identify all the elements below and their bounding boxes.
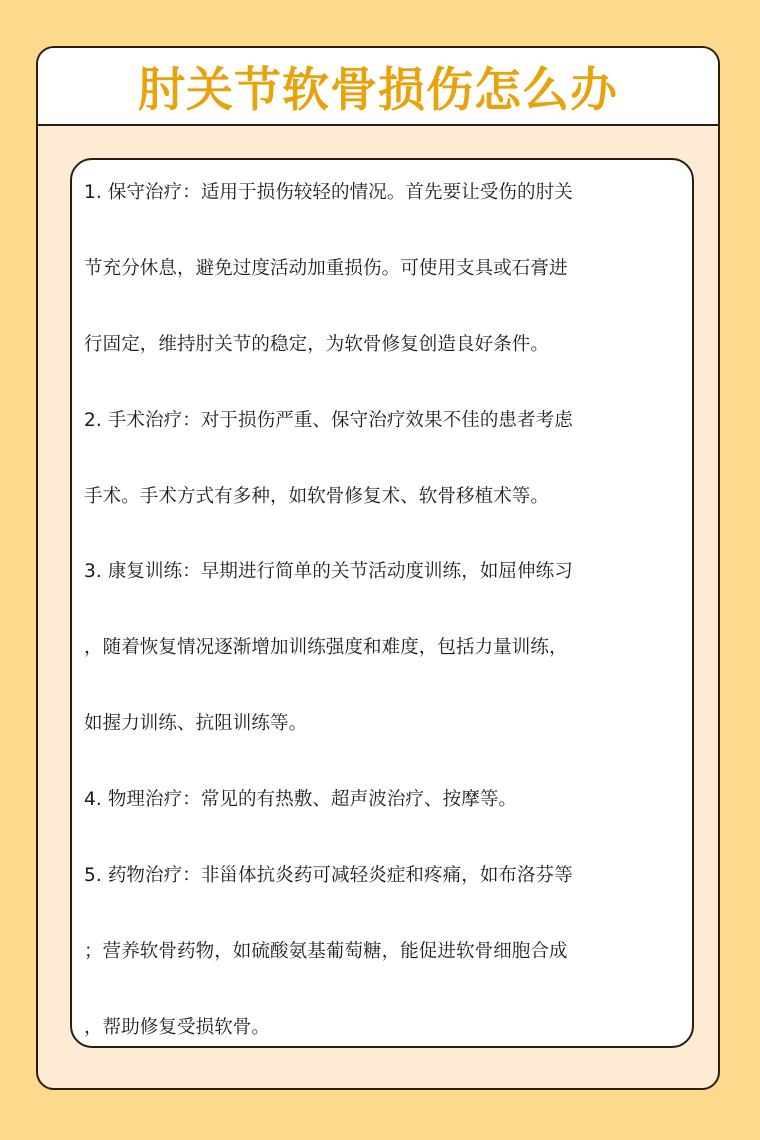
text-lines: [84, 178, 684, 1089]
text-line: ，帮助修复受损软骨。: [84, 1016, 271, 1038]
text-line: 节充分休息，避免过度活动加重损伤。可使用支具或石膏进: [84, 257, 568, 279]
text-line: ，随着恢复情况逐渐增加训练强度和难度，包括力量训练，: [84, 637, 568, 659]
info-card: [36, 46, 720, 1090]
text-line: ；营养软骨药物，如硫酸氨基葡萄糖，能促进软骨细胞合成: [84, 940, 568, 962]
text-line: 2. 手术治疗：对于损伤严重、保守治疗效果不佳的患者考虑: [84, 409, 573, 431]
text-line: 如握力训练、抗阻训练等。: [84, 713, 308, 735]
text-line: 5. 药物治疗：非甾体抗炎药可减轻炎症和疼痛，如布洛芬等: [84, 865, 573, 887]
text-line: 1. 保守治疗：适用于损伤较轻的情况。首先要让受伤的肘关: [84, 182, 573, 203]
text-line: 行固定，维持肘关节的稳定，为软骨修复创造良好条件。: [84, 333, 550, 355]
text-line: 4. 物理治疗：常见的有热敷、超声波治疗、按摩等。: [84, 789, 518, 811]
page-title: 肘关节软骨损伤怎么办: [138, 62, 618, 118]
text-line: 3. 康复训练：早期进行简单的关节活动度训练，如屈伸练习: [84, 561, 573, 583]
text-line: 手术。手术方式有多种，如软骨修复术、软骨移植术等。: [84, 485, 550, 507]
content-box: [70, 158, 694, 1048]
title-bar: [38, 48, 718, 126]
